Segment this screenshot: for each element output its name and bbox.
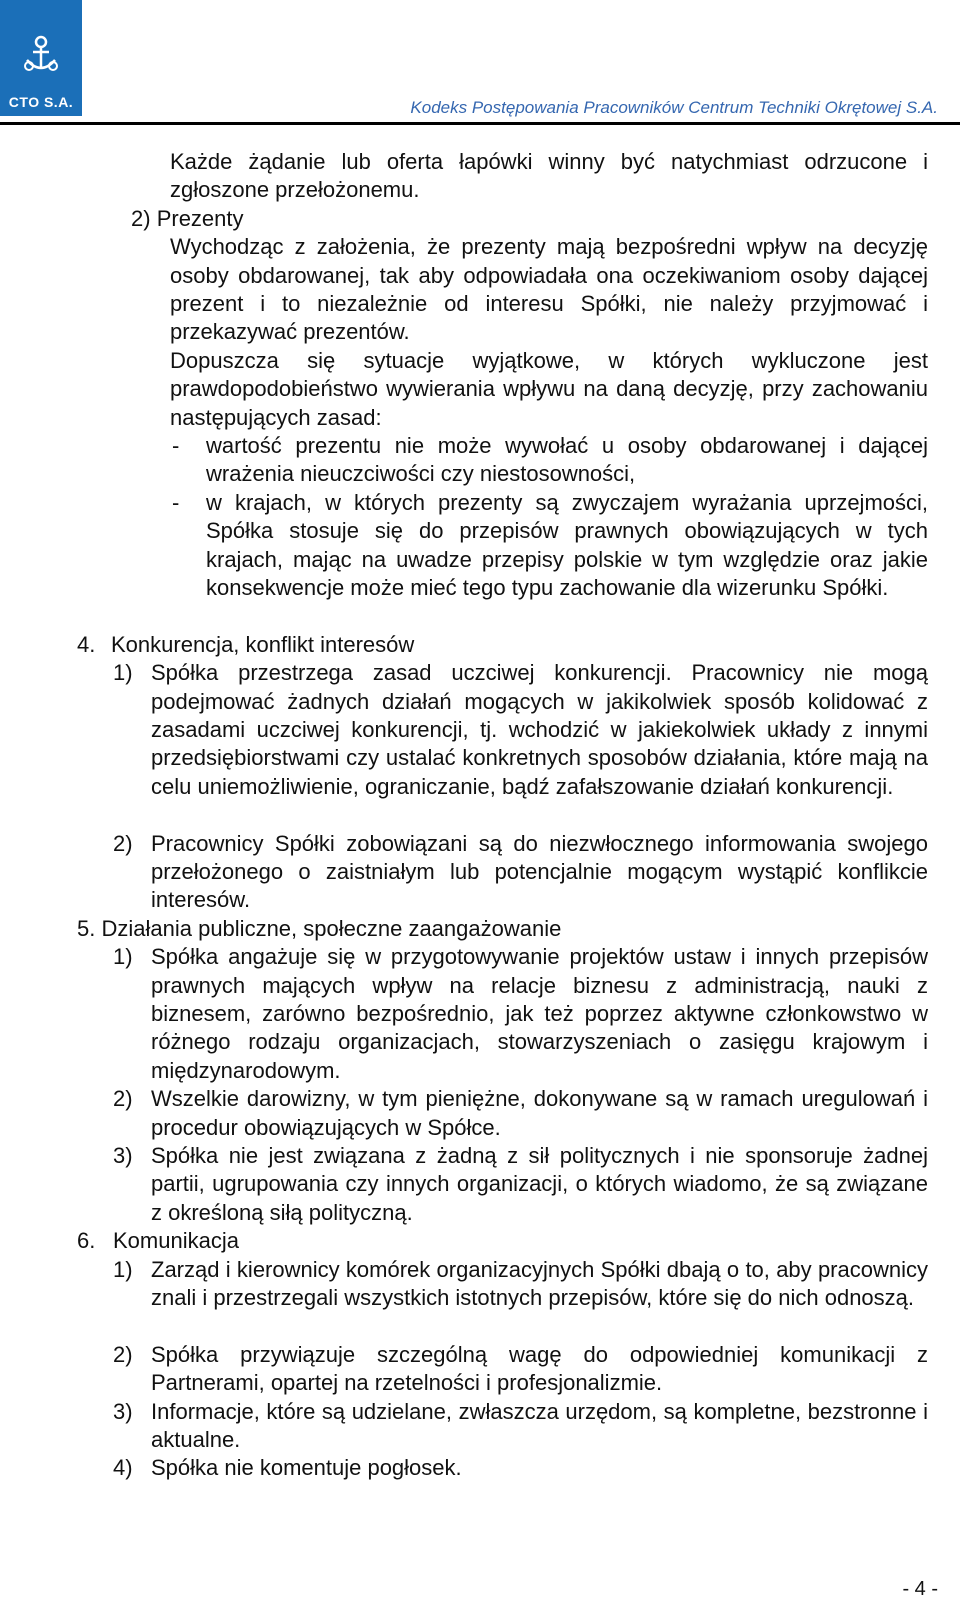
section-5-item-2: Wszelkie darowizny, w tym pieniężne, dokonywane są w ramach uregulowań i procedur obowiązujących w Spółce. xyxy=(151,1086,928,1140)
section-4-number: 4. xyxy=(77,631,96,657)
section-6-number: 6. xyxy=(77,1228,96,1254)
document-title: Kodeks Postępowania Pracowników Centrum Techniki Okrętowej S.A. xyxy=(410,98,938,117)
section-4-item-1: Spółka przestrzega zasad uczciwej konkurencji. Pracownicy nie mogą podejmować żadnych działań mogących w jakikolwiek sposób kolidować z zasadami uczciwej konkurencji, tj. wchodzić w jakiekolwiek układy z innymi przedsiębiorstwami czy ustalać konkretnych sposobów działania, które mają na celu uniemożliwienie, ograniczanie, bądź zafałszowanie działań konkurencji. xyxy=(151,660,928,799)
gifts-title: Prezenty xyxy=(156,205,244,231)
section-6-title: Komunikacja xyxy=(113,1228,239,1254)
section-5-heading xyxy=(77,915,561,943)
section-4-title: Konkurencja, konflikt interesów xyxy=(111,631,415,657)
item-number: 3) xyxy=(113,1398,133,1424)
gifts-number: 2) xyxy=(131,205,151,231)
item-number: 3) xyxy=(113,1143,133,1168)
item-number: 2) xyxy=(113,1341,133,1367)
item-number: 1) xyxy=(113,660,133,686)
item-number: 1) xyxy=(113,944,133,970)
section-6-item-2: Spółka przywiązuje szczególną wagę do odpowiedniej komunikacji z Partnerami, opartej na rzetelności i profesjonalizmie. xyxy=(151,1341,928,1396)
section-4-item-2: Pracownicy Spółki zobowiązani są do niezwłocznego informowania swojego przełożonego o zaistniałym lub potencjalnie mogącym wystąpić konflikcie interesów. xyxy=(151,830,928,913)
gifts-bullet-2: w krajach, w których prezenty są zwyczajem wyrażania uprzejmości, Spółka stosuje się do przepisów prawnych obowiązujących w tych krajach, mając na uwadze przepisy polskie w tym względzie oraz jakie konsekwencje może mieć tego typu zachowanie dla wizerunku Spółki. xyxy=(206,489,928,601)
ship-propeller-icon xyxy=(17,30,65,78)
bullet-dash: - xyxy=(172,433,180,458)
page-header xyxy=(0,0,960,126)
header-divider xyxy=(0,122,960,125)
logo-text: CTO S.A. xyxy=(8,94,74,110)
bullet-dash: - xyxy=(172,489,180,515)
page-number: - 4 - xyxy=(902,1578,938,1600)
intro-paragraph: Każde żądanie lub oferta łapówki winny być natychmiast odrzucone i zgłoszone przełożonemu. xyxy=(170,149,928,203)
section-6-item-1: Zarząd i kierownicy komórek organizacyjnych Spółki dbają o to, aby pracownicy znali i przestrzegali wszystkich istotnych przepisów, które się do nich odnoszą. xyxy=(151,1256,928,1310)
item-number: 2) xyxy=(113,830,133,856)
gifts-paragraph-2: Dopuszcza się sytuacje wyjątkowe, w których wykluczone jest prawdopodobieństwo wywierania wpływu na daną decyzję, przy zachowaniu następujących zasad: xyxy=(170,347,928,430)
section-5-item-3: Spółka nie jest związana z żadną z sił politycznych i nie sponsoruje żadnej partii, ugrupowania czy innych organizacji, o których wiadomo, że są związane z określoną siłą polityczną. xyxy=(151,1143,928,1225)
item-number: 2) xyxy=(113,1086,133,1112)
item-number: 4) xyxy=(113,1455,133,1481)
gifts-heading xyxy=(131,205,244,233)
section-6-item-4: Spółka nie komentuje pogłosek. xyxy=(151,1455,462,1481)
gifts-bullet-1: wartość prezentu nie może wywołać u osoby obdarowanej i dającej wrażenia nieuczciwości czy niestosowności, xyxy=(206,433,928,487)
section-5-title: Działania publiczne, społeczne zaangażowanie xyxy=(101,915,562,941)
section-6-item-3: Informacje, które są udzielane, zwłaszcza urzędom, są kompletne, bezstronne i aktualne. xyxy=(151,1398,928,1452)
item-number: 1) xyxy=(113,1256,133,1282)
gifts-paragraph-1: Wychodząc z założenia, że prezenty mają bezpośredni wpływ na decyzję osoby obdarowanej, tak aby odpowiadała ona oczekiwaniom osoby dającej prezent i to niezależnie od interesu Spółki, nie należy przyjmować i przekazywać prezentów. xyxy=(170,234,928,345)
section-5-number: 5. xyxy=(77,915,96,941)
cto-logo xyxy=(0,0,82,116)
section-5-item-1: Spółka angażuje się w przygotowywanie projektów ustaw i innych przepisów prawnych mających wpływ na relacje biznesu z administracją, nauki z biznesem, zarówno bezpośrednio, jak też poprzez aktywne członkowstwo w różnego rodzaju organizacjach, stowarzyszeniach o zasięgu krajowym i międzynarodowym. xyxy=(151,944,928,1083)
